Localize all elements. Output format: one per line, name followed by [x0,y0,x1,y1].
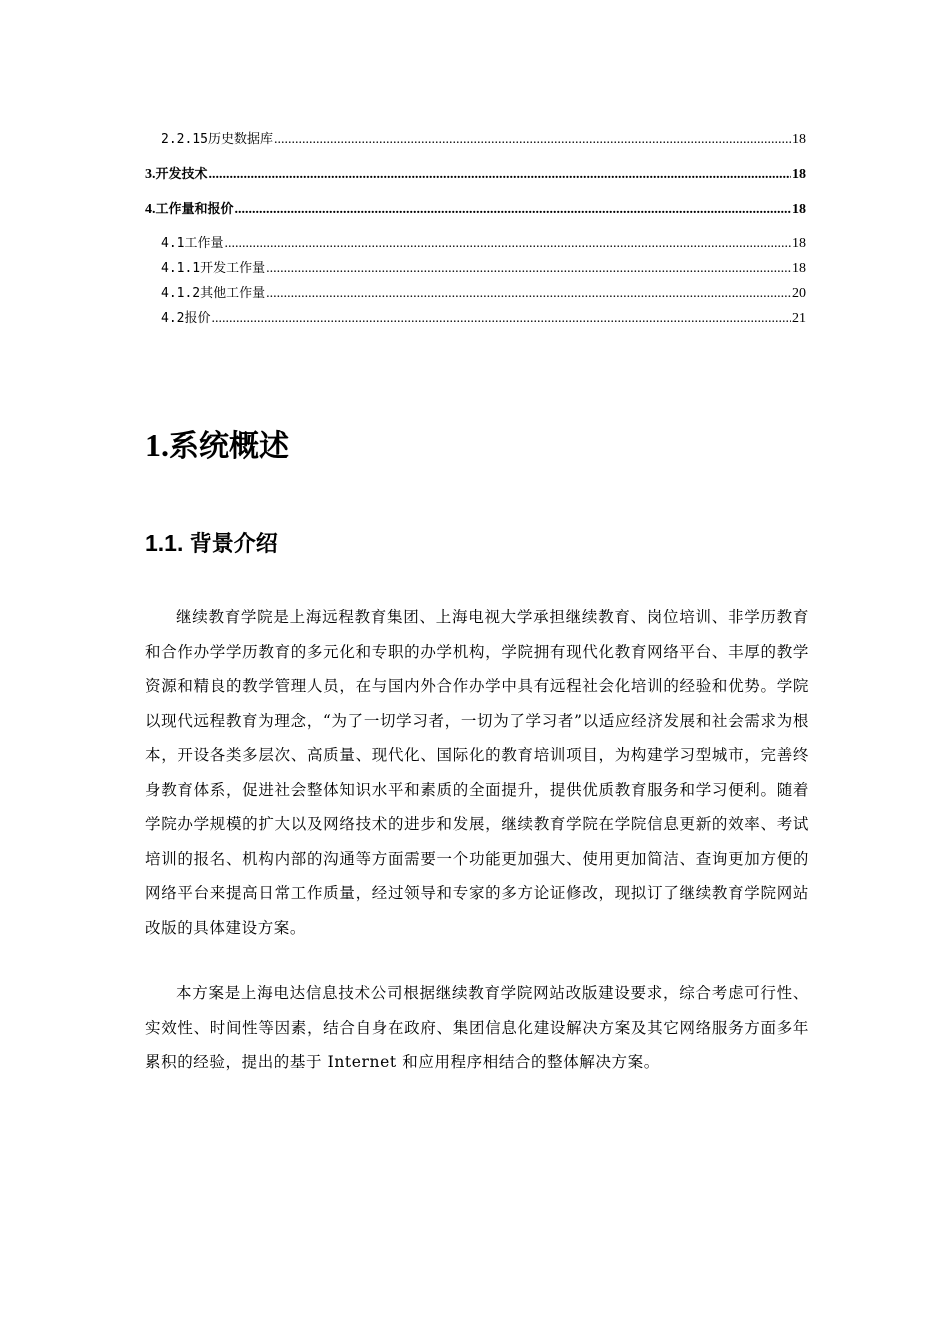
toc-entry-number: 4.1 [161,236,185,251]
toc-leader [266,286,791,302]
toc-leader [209,167,791,183]
section-heading-1 [145,425,289,467]
toc-entry[interactable] [145,282,806,302]
toc-entry-label: 其他工作量 [200,286,266,301]
toc-entry[interactable] [145,307,806,327]
heading-number: 1.1. [145,530,184,556]
heading-text: 背景介绍 [189,532,278,557]
toc-entry[interactable] [145,198,806,218]
toc-entry[interactable] [145,232,806,252]
toc-entry-page: 18 [792,236,806,251]
toc-entry-label: 工作量和报价 [155,202,234,217]
toc-entry-label: 开发技术 [155,167,208,182]
toc-entry-label: 报价 [184,311,211,326]
toc-entry-page: 20 [792,286,806,301]
toc-entry-label: 开发工作量 [200,261,266,276]
toc-entry-page: 18 [792,202,806,217]
toc-entry-label: 工作量 [184,236,224,251]
toc-entry-number: 2.2.15 [161,132,208,147]
section-heading-1-1 [145,527,278,561]
toc-leader [212,311,792,327]
toc-entry[interactable] [145,257,806,277]
toc-entry-page: 18 [792,132,806,147]
toc-entry-number: 3. [145,167,156,182]
toc-entry[interactable] [145,163,806,183]
toc-leader [235,202,791,218]
toc-entry-number: 4.1.1 [161,261,201,276]
toc-entry-number: 4.2 [161,311,185,326]
heading-text: 系统概述 [169,429,289,464]
body-paragraph: 继续教育学院是上海远程教育集团、上海电视大学承担继续教育、岗位培训、非学历教育和合作办学学历教育的多元化和专职的办学机构，学院拥有现代化教育网络平台、丰厚的教学资源和精良的教学管理人员，在与国内外合作办学中具有远程社会化培训的经验和优势。学院以现代远程教育为理念，“为了一切学习者，一切为了学习者”以适应经济发展和社会需求为根本，开设各类多层次、高质量、现代化、国际化的教育培训项目，为构建学习型城市，完善终身教育体系，促进社会整体知识水平和素质的全面提升，提供优质教育服务和学习便利。随着学院办学规模的扩大以及网络技术的进步和发展，继续教育学院在学院信息更新的效率、考试培训的报名、机构内部的沟通等方面需要一个功能更加强大、使用更加简洁、查询更加方便的网络平台来提高日常工作质量，经过领导和专家的多方论证修改，现拟订了继续教育学院网站改版的具体建设方案。 [145,608,809,937]
toc-entry[interactable] [145,128,806,148]
body-paragraph: 本方案是上海电达信息技术公司根据继续教育学院网站改版建设要求，综合考虑可行性、实效性、时间性等因素，结合自身在政府、集团信息化建设解决方案及其它网络服务方面多年累积的经验，提出的基于 Internet 和应用程序相结合的整体解决方案。 [145,984,809,1071]
toc-leader [274,132,791,148]
toc-entry-page: 18 [792,167,806,182]
toc-leader [225,236,792,252]
toc-entry-page: 21 [792,311,806,326]
heading-number: 1. [145,427,169,463]
toc-leader [266,261,791,277]
toc-entry-page: 18 [792,261,806,276]
toc-entry-number: 4. [145,202,156,217]
toc-entry-number: 4.1.2 [161,286,201,301]
toc-entry-label: 历史数据库 [207,132,273,147]
